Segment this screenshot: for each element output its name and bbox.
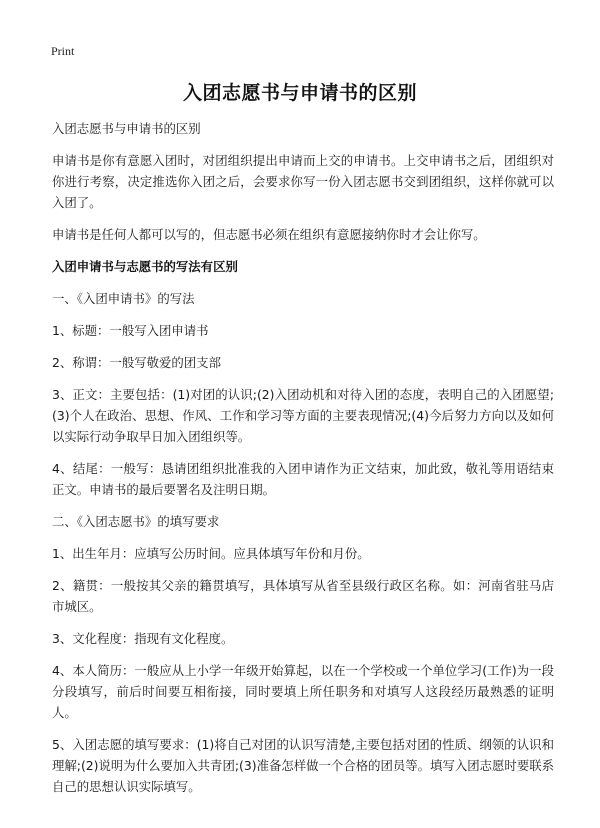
- part1-item-body: 3、正文：主要包括：(1)对团的认识;(2)入团动机和对待入团的态度，表明自己的入团愿望;(3)个人在政治、思想、作风、工作和学习等方面的主要表现情况;(4)今后努力方向以及如何以实际行动争取早日加入团组织等。: [52, 387, 554, 444]
- intro-paragraph-2: 申请书是任何人都可以写的，但志愿书必须在组织有意愿接纳你时才会让你写。: [52, 227, 486, 242]
- intro-paragraph-1: 申请书是你有意愿入团时，对团组织提出申请而上交的申请书。上交申请书之后，团组织对你进行考察，决定推选你入团之后，会要求你写一份入团志愿书交到团组织，这样你就可以入团了。: [52, 153, 554, 210]
- section-heading: 入团申请书与志愿书的写法有区别: [52, 259, 238, 274]
- document-body: [52, 118, 554, 797]
- part2-item-birth: 1、出生年月：应填写公历时间。应具体填写年份和月份。: [52, 546, 370, 561]
- part1-item-title: 1、标题：一般写入团申请书: [52, 323, 209, 338]
- part1-heading: 一、《入团申请书》的写法: [52, 291, 195, 306]
- part1-item-closing: 4、结尾：一般写：恳请团组织批准我的入团申请作为正文结束，加此致，敬礼等用语结束正文。申请书的最后要署名及注明日期。: [52, 461, 554, 497]
- part2-heading: 二、《入团志愿书》的填写要求: [52, 514, 220, 529]
- part2-item-hometown: 2、籍贯：一般按其父亲的籍贯填写，具体填写从省至县级行政区名称。如：河南省驻马店市城区。: [52, 578, 554, 614]
- part2-item-resume: 4、本人简历：一般应从上小学一年级开始算起，以在一个学校或一个单位学习(工作)为一段分段填写，前后时间要互相衔接，同时要填上所任职务和对填写人这段经历最熟悉的证明人。: [52, 663, 554, 720]
- part2-item-education: 3、文化程度：指现有文化程度。: [52, 631, 234, 646]
- part1-item-salutation: 2、称谓：一般写敬爱的团支部: [52, 355, 221, 370]
- part2-item-aspiration: 5、入团志愿的填写要求：(1)将自己对团的认识写清楚,主要包括对团的性质、纲领的认识和理解;(2)说明为什么要加入共青团;(3)准备怎样做一个合格的团员等。填写入团志愿时要联系自己的思想认识实际填写。: [52, 737, 554, 794]
- page-title: 入团志愿书与申请书的区别: [182, 82, 417, 104]
- print-link[interactable]: Print: [51, 44, 75, 58]
- subtitle: 入团志愿书与申请书的区别: [52, 121, 201, 136]
